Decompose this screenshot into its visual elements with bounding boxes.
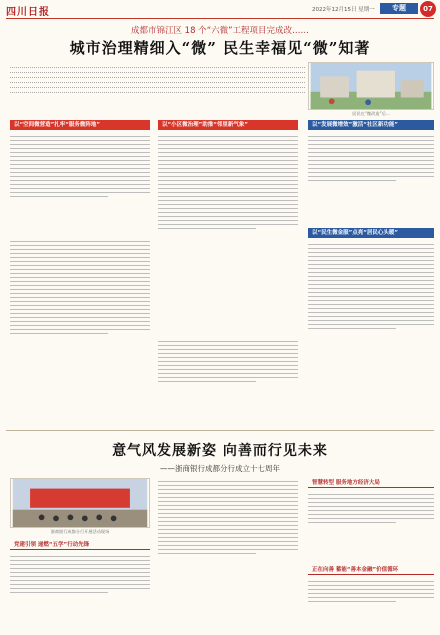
story1-kicker: 成都市锦江区 18 个“六微”工程项目完成改……: [130, 26, 310, 36]
story1-col1-cont: [10, 238, 150, 423]
story2-subhead: ——浙商银行成都分行成立十七周年: [160, 464, 280, 473]
subhead-4: 以“民生微金服”点亮“居民心头暖”: [308, 228, 434, 238]
story2-col3: [308, 491, 434, 561]
story1-lede: [10, 64, 305, 104]
story1-col3: [308, 133, 434, 225]
story2-col4: [308, 578, 434, 631]
subhead-3: 以“小区微治理”助推“邻里新气象”: [158, 120, 298, 130]
masthead: [0, 0, 440, 18]
story1-col1: [10, 133, 150, 233]
story2-headline: 意气风发展新姿 向善而行见未来: [112, 443, 328, 459]
dateline: 2022年12月15日 星期一: [312, 7, 375, 13]
story1-headline: 城市治理精细入“微” 民生幸福见“微”知著: [69, 39, 371, 57]
story2-subhead-3: 正在向善 蓄能“善本金融”价值循环: [308, 565, 434, 575]
story2-col2: [158, 478, 298, 631]
top-rule: [6, 18, 434, 19]
story1-col4: [308, 241, 434, 421]
story2-photo: [10, 478, 150, 528]
story2-subhead-2: 智慧转型 服务地方经济大局: [308, 478, 434, 488]
newspaper-logo: 四川日报: [6, 7, 50, 18]
story2-photo-caption: 浙商银行成都分行开展活动现场: [50, 529, 110, 534]
story1-col2-cont: [158, 338, 298, 423]
subhead-1: 以“空间微营造”扎牢“服务微阵地”: [10, 120, 150, 130]
story2-subhead-1: 党建引领 递燃“五学”行动先锋: [10, 540, 150, 550]
story1-photo: [308, 62, 434, 110]
page-number: 07: [420, 1, 436, 17]
story1-photo-caption: 居民在“微改造”后...: [352, 111, 390, 116]
story1-col2: [158, 133, 298, 333]
story-separator: [6, 430, 434, 431]
story2-col1: [10, 553, 150, 631]
section-tag: 专题: [380, 3, 418, 14]
subhead-2: 以“发展微增效”激活“社区新功能”: [308, 120, 434, 130]
